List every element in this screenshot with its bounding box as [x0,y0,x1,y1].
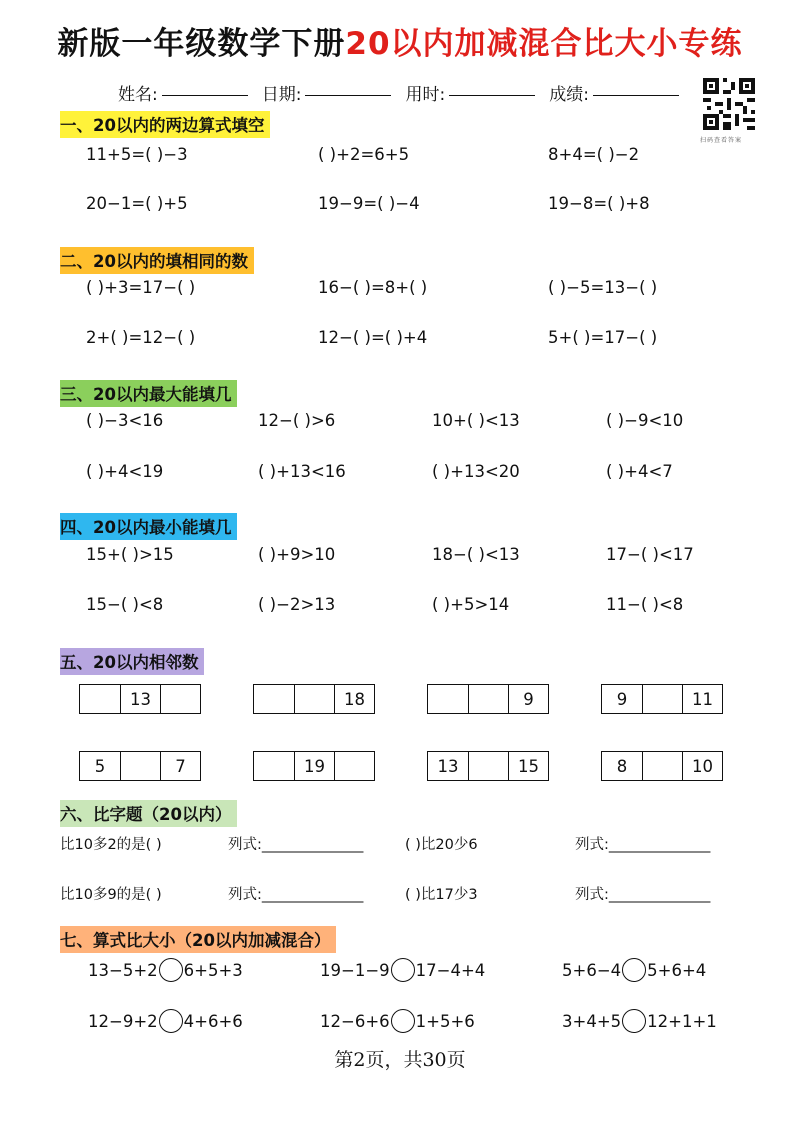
section-6-row-1 [0,833,800,855]
compare-item [88,958,243,982]
student-info [118,80,693,105]
neighbor-box [427,684,549,714]
problem[interactable]: 12−( )=( )+4 [318,328,428,347]
left-expression: 5+6−4 [562,960,622,980]
box-cell[interactable]: 13 [437,756,459,776]
right-expression: 4+6+6 [183,1011,243,1031]
score-blank[interactable] [593,80,679,96]
right-expression: 1+5+6 [415,1011,475,1031]
box-cell[interactable]: 11 [682,685,722,713]
box-cell[interactable] [80,685,120,713]
equation-blank[interactable]: 列式:______________ [228,837,364,853]
name-blank[interactable] [162,80,248,96]
problem[interactable]: ( )+5>14 [432,595,510,614]
section-7-row-1 [0,958,800,984]
qr-caption: 扫码查看答案 [700,137,743,144]
problem[interactable]: 19−8=( )+8 [548,194,650,213]
compare-circle[interactable] [391,958,415,982]
score-label: 成绩: [549,85,589,105]
box-cell[interactable]: 15 [508,752,548,780]
time-label: 用时: [405,85,446,105]
problem[interactable]: ( )+2=6+5 [318,145,410,164]
problem[interactable]: ( )−2>13 [258,595,336,614]
date-label: 日期: [261,85,302,105]
problem[interactable]: ( )+9>10 [258,545,336,564]
problem[interactable]: 19−9=( )−4 [318,194,420,213]
left-expression: 12−9+2 [88,1011,158,1031]
compare-circle[interactable] [622,958,646,982]
compare-item [562,958,706,982]
box-cell[interactable] [642,752,682,780]
box-cell[interactable]: 10 [682,752,722,780]
box-cell[interactable] [468,685,508,713]
box-cell[interactable]: 19 [294,752,334,780]
equation-blank[interactable]: 列式:______________ [575,887,711,903]
section-4-row-2 [0,595,800,617]
section-4-title: 四、20以内最小能填几 [60,513,237,540]
neighbor-box [601,684,723,714]
section-7-row-2 [0,1009,800,1035]
problem[interactable]: 5+( )=17−( ) [548,328,658,347]
compare-circle[interactable] [391,1009,415,1033]
neighbor-box [79,751,201,781]
section-1-row-2 [0,194,800,216]
box-cell[interactable]: 13 [120,685,160,713]
section-6-row-2 [0,883,800,905]
problem[interactable]: 比10多2的是( ) [60,837,162,853]
problem[interactable]: 比10多9的是( ) [60,887,162,903]
section-2-title: 二、20以内的填相同的数 [60,247,254,274]
problem[interactable]: ( )比17少3 [405,887,478,903]
title-red: 20以内加减混合比大小专练 [345,26,743,62]
left-expression: 3+4+5 [562,1011,622,1031]
problem[interactable]: ( )−5=13−( ) [548,278,658,297]
box-cell[interactable]: 18 [334,685,374,713]
right-expression: 5+6+4 [647,960,707,980]
problem[interactable]: ( )−3<16 [86,411,164,430]
problem[interactable]: ( )+3=17−( ) [86,278,196,297]
section-1-title: 一、20以内的两边算式填空 [60,111,270,138]
section-7-title: 七、算式比大小（20以内加减混合） [60,926,336,953]
box-cell[interactable] [294,685,334,713]
compare-item [562,1009,717,1033]
problem[interactable]: 15+( )>15 [86,545,174,564]
problem[interactable]: ( )−9<10 [606,411,684,430]
neighbor-box [427,751,549,781]
problem[interactable]: 10+( )<13 [432,411,520,430]
problem[interactable]: 17−( )<17 [606,545,694,564]
section-1-row-1 [0,145,800,167]
section-3-row-1 [0,411,800,433]
problem[interactable]: ( )+13<16 [258,462,346,481]
section-4-row-1 [0,545,800,567]
problem[interactable]: 15−( )<8 [86,595,164,614]
page-title [0,18,800,63]
box-cell[interactable] [334,752,374,780]
compare-item [88,1009,243,1033]
section-2-row-1 [0,278,800,300]
problem[interactable]: ( )比20少6 [405,837,478,853]
box-cell[interactable] [160,685,200,713]
problem[interactable]: ( )+4<19 [86,462,164,481]
problem[interactable]: 2+( )=12−( ) [86,328,196,347]
compare-item [320,1009,475,1033]
equation-blank[interactable]: 列式:______________ [228,887,364,903]
box-cell[interactable] [642,685,682,713]
problem[interactable]: 8+4=( )−2 [548,145,640,164]
box-cell[interactable] [120,752,160,780]
section-5-title: 五、20以内相邻数 [60,648,204,675]
problem[interactable]: 11−( )<8 [606,595,684,614]
right-expression: 12+1+1 [647,1011,717,1031]
name-label: 姓名: [118,85,158,105]
section-2-row-2 [0,328,800,350]
problem[interactable]: 20−1=( )+5 [86,194,188,213]
compare-circle[interactable] [159,958,183,982]
problem[interactable]: 11+5=( )−3 [86,145,188,164]
box-cell[interactable]: 7 [160,752,200,780]
section-3-row-2 [0,462,800,484]
right-expression: 17−4+4 [415,960,486,980]
section-5-row-1 [0,684,800,714]
problem[interactable]: 12−( )>6 [258,411,336,430]
left-expression: 13−5+2 [88,960,158,980]
neighbor-box [601,751,723,781]
box-cell[interactable]: 5 [94,756,106,776]
neighbor-box [79,684,201,714]
left-expression: 12−6+6 [320,1011,390,1031]
neighbor-box [253,684,375,714]
problem[interactable]: ( )+4<7 [606,462,673,481]
time-blank[interactable] [449,80,535,96]
section-6-title: 六、比字题（20以内） [60,800,237,827]
right-expression: 6+5+3 [183,960,243,980]
box-cell[interactable]: 9 [508,685,548,713]
compare-circle[interactable] [159,1009,183,1033]
neighbor-box [253,751,375,781]
box-cell[interactable] [254,752,294,780]
box-cell[interactable] [428,685,468,713]
box-cell[interactable] [254,685,294,713]
problem[interactable]: ( )+13<20 [432,462,520,481]
problem[interactable]: 16−( )=8+( ) [318,278,428,297]
compare-circle[interactable] [622,1009,646,1033]
qr-code-icon [703,78,755,130]
section-5-row-2 [0,751,800,781]
problem[interactable]: 18−( )<13 [432,545,520,564]
page-footer: 第2页，共30页 [334,1049,466,1071]
box-cell[interactable]: 8 [616,756,628,776]
box-cell[interactable]: 9 [616,689,628,709]
section-3-title: 三、20以内最大能填几 [60,380,237,407]
title-black: 新版一年级数学下册 [57,26,346,62]
left-expression: 19−1−9 [320,960,390,980]
equation-blank[interactable]: 列式:______________ [575,837,711,853]
compare-item [320,958,485,982]
date-blank[interactable] [305,80,391,96]
box-cell[interactable] [468,752,508,780]
